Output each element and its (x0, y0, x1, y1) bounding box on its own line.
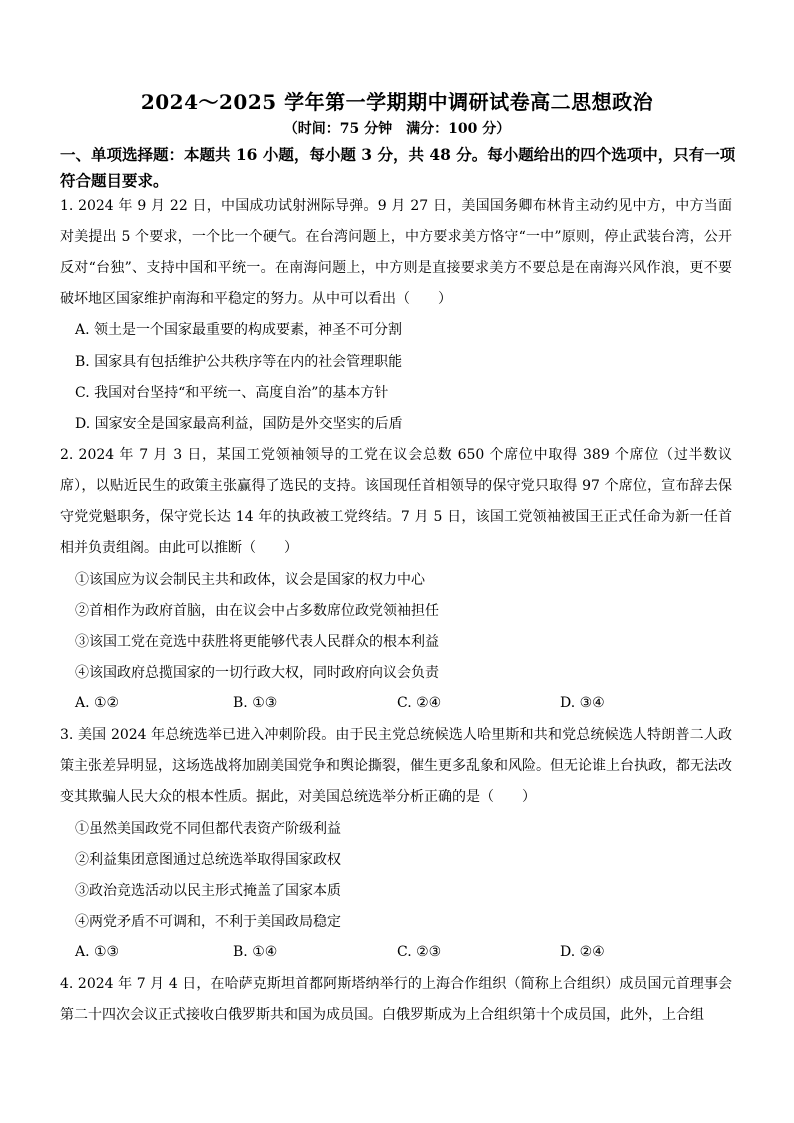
question-3-statement-4: ④两党矛盾不可调和，不利于美国政局稳定 (75, 914, 341, 930)
question-3-choices (75, 944, 735, 964)
question-2-stem: 2. 2024 年 7 月 3 日，某国工党领袖领导的工党在议会总数 650 个席位中取得 389 个席位（过半数议席），以贴近民生的政策主张赢得了选民的支持。该国现任首相领导的保守党只取得 97 个席位，宣布辞去保守党党魁职务，保守党长达 14 年的执政被工党终结。7 月 5 日，该国工党领袖被国王正式任命为新一任首相并负责组阁。由此可以推断（ ） (60, 447, 732, 556)
question-3-choice-a: A. ①③ (75, 944, 120, 960)
page-title: 2024～2025 学年第一学期期中调研试卷高二思想政治 (140, 90, 654, 114)
question-1-option-a: A. 领土是一个国家最重要的构成要素，神圣不可分割 (75, 322, 403, 338)
question-2-choice-c: C. ②④ (397, 695, 442, 711)
section-heading: 一、单项选择题：本题共 16 小题，每小题 3 分，共 48 分。每小题给出的四个选项中，只有一项符合题目要求。 (60, 145, 736, 190)
question-3-choice-d: D. ②④ (560, 944, 605, 960)
question-2-choice-d: D. ③④ (560, 695, 605, 711)
question-3-stem: 3. 美国 2024 年总统选举已进入冲刺阶段。由于民主党总统候选人哈里斯和共和党总统候选人特朗普二人政策主张差异明显，这场选战将加剧美国党争和舆论撕裂，催生更多乱象和风险。但无论谁上台执政，都无法改变其欺骗人民大众的根本性质。据此，对美国总统选举分析正确的是（ ） (60, 727, 732, 805)
question-2-statement-1: ①该国应为议会制民主共和政体，议会是国家的权力中心 (75, 572, 425, 588)
question-1-option-c: C. 我国对台坚持“和平统一、高度自治”的基本方针 (75, 385, 389, 401)
question-2-choices (75, 695, 735, 715)
question-4-stem: 4. 2024 年 7 月 4 日，在哈萨克斯坦首都阿斯塔纳举行的上海合作组织（简称上合组织）成员国元首理事会第二十四次会议正式接收白俄罗斯共和国为成员国。白俄罗斯成为上合组织第十个成员国，此外，上合组 (60, 976, 732, 1023)
question-2-choice-a: A. ①② (75, 695, 120, 711)
question-1-stem: 1. 2024 年 9 月 22 日，中国成功试射洲际导弹。9 月 27 日，美国国务卿布林肯主动约见中方，中方当面对美提出 5 个要求，一个比一个硬气。在台湾问题上，中方要求美方恪守“一中”原则，停止武装台湾，公开反对“台独”、支持中国和平统一。在南海问题上，中方则是直接要求美方不要总是在南海兴风作浪，更不要破坏地区国家维护南海和平稳定的努力。从中可以看出（ ） (60, 198, 732, 307)
question-3-statement-3: ③政治竞选活动以民主形式掩盖了国家本质 (75, 883, 341, 899)
question-3-statement-1: ①虽然美国政党不同但都代表资产阶级利益 (75, 821, 341, 837)
question-2-choice-b: B. ①③ (233, 695, 278, 711)
question-3-choice-c: C. ②③ (397, 944, 442, 960)
question-3-choice-b: B. ①④ (233, 944, 278, 960)
question-2-statement-2: ②首相作为政府首脑，由在议会中占多数席位政党领袖担任 (75, 603, 439, 619)
exam-meta: （时间：75 分钟 满分：100 分） (283, 121, 511, 137)
question-2-statement-4: ④该国政府总揽国家的一切行政大权，同时政府向议会负责 (75, 665, 439, 681)
question-2-statement-3: ③该国工党在竞选中获胜将更能够代表人民群众的根本利益 (75, 634, 439, 650)
question-1-option-b: B. 国家具有包括维护公共秩序等在内的社会管理职能 (75, 354, 403, 370)
question-1-option-d: D. 国家安全是国家最高利益，国防是外交坚实的后盾 (75, 416, 403, 432)
question-3-statement-2: ②利益集团意图通过总统选举取得国家政权 (75, 852, 341, 868)
